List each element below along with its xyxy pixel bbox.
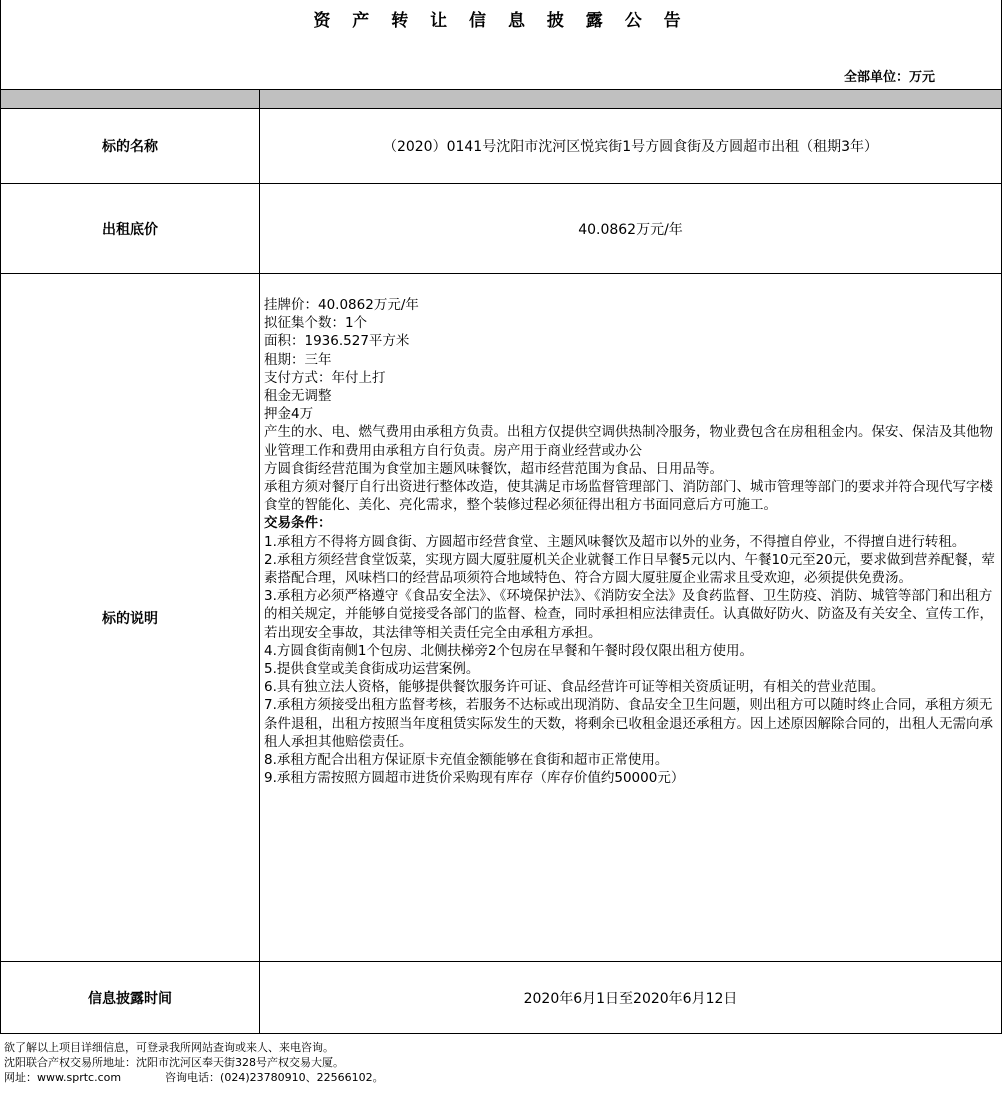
value-time: 2020年6月1日至2020年6月12日 bbox=[260, 962, 1002, 1034]
row-desc bbox=[1, 274, 1002, 962]
header-cell-left bbox=[1, 90, 260, 109]
row-price bbox=[1, 184, 1002, 274]
condition-item: 5.提供食堂或美食街成功运营案例。 bbox=[264, 661, 480, 678]
disclosure-table bbox=[0, 89, 1002, 1034]
label-name: 标的名称 bbox=[1, 109, 260, 184]
desc-line: 产生的水、电、燃气费用由承租方负责。出租方仅提供空调供热制冷服务，物业费包含在房租租金内。保安、保洁及其他物业管理工作和费用由承租方自行负责。房产用于商业经营或办公 bbox=[264, 424, 993, 459]
unit-note: 全部单位：万元 bbox=[843, 70, 935, 85]
desc-line: 租金无调整 bbox=[264, 388, 332, 405]
row-time bbox=[1, 962, 1002, 1034]
value-price: 40.0862万元/年 bbox=[260, 184, 1002, 274]
condition-item: 9.承租方需按照方圆超市进货价采购现有库存（库存价值约50000元） bbox=[264, 770, 685, 787]
condition-item: 1.承租方不得将方圆食街、方圆超市经营食堂、主题风味餐饮及超市以外的业务，不得擅自停业，不得擅自进行转租。 bbox=[264, 533, 966, 550]
condition-item: 4.方圆食街南侧1个包房、北侧扶梯旁2个包房在早餐和午餐时段仅限出租方使用。 bbox=[264, 642, 754, 659]
desc-line: 方圆食街经营范围为食堂加主题风味餐饮，超市经营范围为食品、日用品等。 bbox=[264, 460, 723, 477]
desc-line: 支付方式：年付上打 bbox=[264, 369, 386, 386]
label-price: 出租底价 bbox=[1, 184, 260, 274]
desc-line: 挂牌价：40.0862万元/年 bbox=[264, 297, 419, 313]
value-desc bbox=[260, 274, 1002, 962]
condition-item: 7.承租方须接受出租方监督考核，若服务不达标或出现消防、食品安全卫生问题，则出租方可以随时终止合同，承租方须无条件退租，出租方按照当年度租赁实际发生的天数，将剩余已收租金退还承租方。因上述原因解除合同的，出租人无需向承租人承担其他赔偿责任。 bbox=[264, 697, 993, 750]
footer-line: 欲了解以上项目详细信息，可登录我所网站查询或来人、来电咨询。 bbox=[4, 1041, 334, 1054]
desc-line: 拟征集个数：1个 bbox=[264, 315, 368, 332]
desc-line: 承租方须对餐厅自行出资进行整体改造，使其满足市场监督管理部门、消防部门、城市管理等部门的要求并符合现代写字楼食堂的智能化、美化、亮化需求，整个装修过程必须征得出租方书面同意后方可施工。 bbox=[264, 479, 993, 514]
desc-line: 租期：三年 bbox=[264, 351, 332, 368]
footer-contact: 网址：www.sprtc.com 咨询电话：(024)23780910、22566102。 bbox=[4, 1071, 384, 1084]
header-cell-right bbox=[260, 90, 1002, 109]
row-name bbox=[1, 109, 1002, 184]
value-name: （2020）0141号沈阳市沈河区悦宾街1号方圆食街及方圆超市出租（租期3年） bbox=[260, 109, 1002, 184]
desc-line: 面积：1936.527平方米 bbox=[264, 333, 410, 350]
conditions-title: 交易条件： bbox=[264, 515, 332, 532]
page-title: 资 产 转 让 信 息 披 露 公 告 bbox=[313, 11, 689, 31]
condition-item: 3.承租方必须严格遵守《食品安全法》、《环境保护法》、《消防安全法》及食药监督、卫生防疫、消防、城管等部门和出租方的相关规定，并能够自觉接受各部门的监督、检查，同时承担相应法律责任。认真做好防火、防盗及有关安全、宣传工作，若出现安全事故，其法律等相关责任完全由承租方承担。 bbox=[264, 588, 993, 641]
description-body bbox=[264, 274, 997, 809]
table-header-row bbox=[1, 90, 1002, 109]
condition-item: 8.承租方配合出租方保证原卡充值金额能够在食街和超市正常使用。 bbox=[264, 752, 669, 769]
desc-line: 押金4万 bbox=[264, 406, 314, 423]
label-desc: 标的说明 bbox=[1, 274, 260, 962]
footer-address: 沈阳联合产权交易所地址：沈阳市沈河区奉天街328号产权交易大厦。 bbox=[4, 1056, 344, 1069]
footer-info bbox=[4, 1040, 384, 1085]
condition-item: 2.承租方须经营食堂饭菜，实现方圆大厦驻厦机关企业就餐工作日早餐5元以内、午餐10元至20元，要求做到营养配餐，荤素搭配合理，风味档口的经营品项须符合地域特色、符合方圆大厦驻厦企业需求且受欢迎，必须提供免费汤。 bbox=[264, 551, 995, 587]
condition-item: 6.具有独立法人资格，能够提供餐饮服务许可证、食品经营许可证等相关资质证明，有相关的营业范围。 bbox=[264, 679, 885, 696]
label-time: 信息披露时间 bbox=[1, 962, 260, 1034]
